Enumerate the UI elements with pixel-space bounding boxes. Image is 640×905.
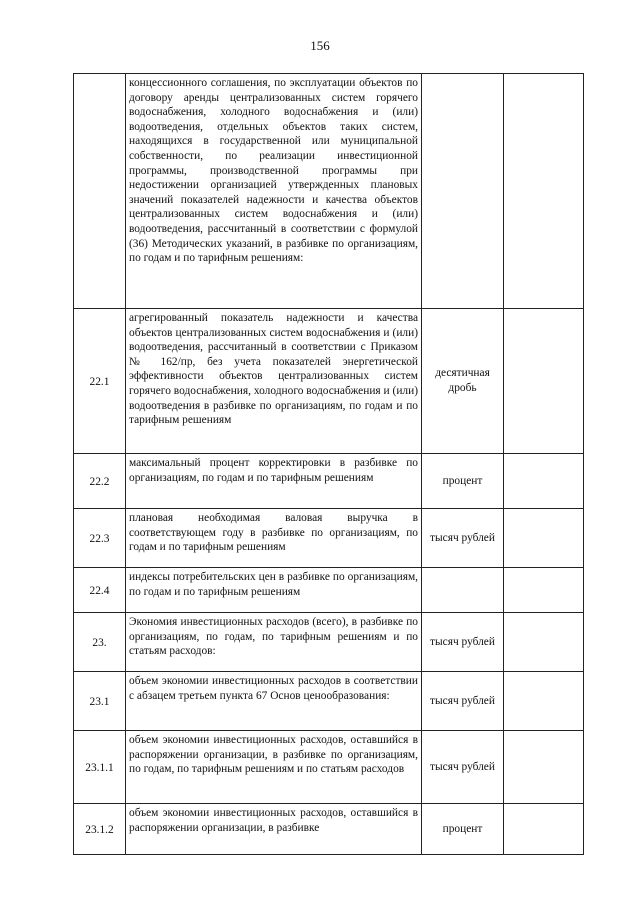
row-unit: процент xyxy=(422,454,504,509)
row-number: 22.3 xyxy=(74,509,126,568)
table-row xyxy=(74,509,584,568)
row-number: 23.1.2 xyxy=(74,804,126,855)
row-description: объем экономии инвестиционных расходов в соответствии с абзацем третьем пункта 67 Основ ценообразования: xyxy=(126,672,422,731)
row-description: объем экономии инвестиционных расходов, оставшийся в распоряжении организации, в разбивке xyxy=(126,804,422,855)
table-row xyxy=(74,454,584,509)
row-unit: десятичная дробь xyxy=(422,309,504,454)
row-value-cell xyxy=(504,309,584,454)
row-number xyxy=(74,74,126,309)
table-row xyxy=(74,309,584,454)
row-unit: тысяч рублей xyxy=(422,731,504,804)
indicators-table xyxy=(73,73,584,855)
row-number: 23. xyxy=(74,613,126,672)
row-unit: тысяч рублей xyxy=(422,613,504,672)
row-number: 23.1.1 xyxy=(74,731,126,804)
row-description: объем экономии инвестиционных расходов, оставшийся в распоряжении организации, в разбивке по организациям, по годам, по тарифным решениям и по статьям расходов xyxy=(126,731,422,804)
row-description: плановая необходимая валовая выручка в соответствующем году в разбивке по организациям, по годам и по тарифным решениям xyxy=(126,509,422,568)
row-number: 22.2 xyxy=(74,454,126,509)
table-row xyxy=(74,731,584,804)
row-number: 22.4 xyxy=(74,568,126,613)
row-value-cell xyxy=(504,613,584,672)
row-value-cell xyxy=(504,74,584,309)
page-number: 156 xyxy=(310,38,330,53)
table-row xyxy=(74,672,584,731)
row-unit: тысяч рублей xyxy=(422,509,504,568)
row-description: Экономия инвестиционных расходов (всего), в разбивке по организациям, по годам, по тарифным решениям и по статьям расходов: xyxy=(126,613,422,672)
row-value-cell xyxy=(504,509,584,568)
row-description: индексы потребительских цен в разбивке по организациям, по годам и по тарифным решениям xyxy=(126,568,422,613)
row-unit: процент xyxy=(422,804,504,855)
row-description: концессионного соглашения, по эксплуатации объектов по договору аренды централизованных систем горячего водоснабжения, холодного водоснабжения и (или) водоотведения, отдельных объектов таких систем, находящихся в государственной или муниципальной собственности, по реализации инвестиционной программы, производственной программы при недостижении организацией утвержденных плановых значений показателей надежности и качества объектов централизованных систем водоснабжения и (или) водоотведения, рассчитанный в соответствии с формулой (36) Методических указаний, в разбивке по организациям, по годам и по тарифным решениям: xyxy=(126,74,422,309)
row-number: 23.1 xyxy=(74,672,126,731)
row-unit xyxy=(422,74,504,309)
row-unit xyxy=(422,568,504,613)
row-value-cell xyxy=(504,672,584,731)
row-value-cell xyxy=(504,731,584,804)
row-value-cell xyxy=(504,568,584,613)
table-row xyxy=(74,804,584,855)
row-description: агрегированный показатель надежности и качества объектов централизованных систем водоснабжения и (или) водоотведения, рассчитанный в соответствии с Приказом № 162/пр, без учета показателей энергетической эффективности объектов централизованных систем горячего водоснабжения, холодного водоснабжения и (или) водоотведения в разбивке по организациям, по годам и по тарифным решениям xyxy=(126,309,422,454)
table-row xyxy=(74,74,584,309)
table-row xyxy=(74,613,584,672)
row-value-cell xyxy=(504,454,584,509)
row-number: 22.1 xyxy=(74,309,126,454)
table-row xyxy=(74,568,584,613)
row-value-cell xyxy=(504,804,584,855)
row-description: максимальный процент корректировки в разбивке по организациям, по годам и по тарифным решениям xyxy=(126,454,422,509)
row-unit: тысяч рублей xyxy=(422,672,504,731)
